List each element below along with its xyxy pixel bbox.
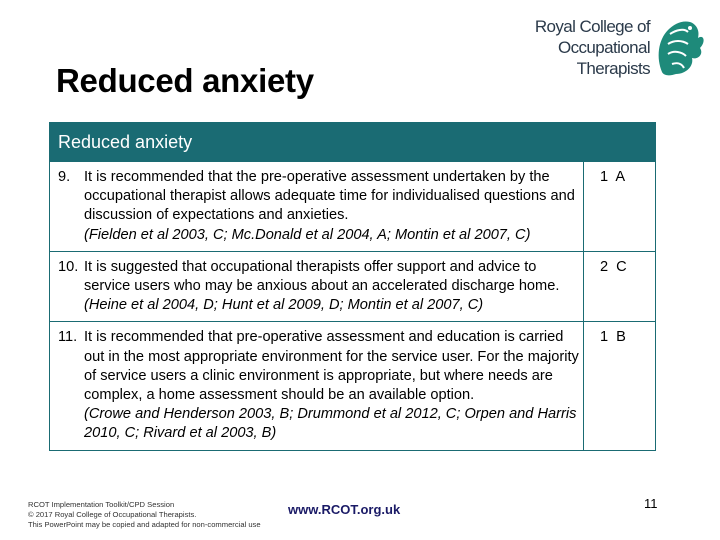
recommendation-number: 11. [58, 329, 78, 346]
table-row [50, 251, 656, 322]
recommendation-reference: (Heine et al 2004, D; Hunt et al 2009, D; Montin et al 2007, C) [84, 297, 484, 314]
recommendation-grade: 1 A [584, 162, 656, 252]
recommendation-text: It is suggested that occupational therapists offer support and advice to service users who may be anxious about an accelerated discharge home. [84, 258, 560, 295]
recommendation-reference: (Fielden et al 2003, C; Mc.Donald et al 2004, A; Montin et al 2007, C) [84, 226, 531, 243]
recommendation-grade: 2 C [584, 251, 656, 322]
rcot-logo [534, 12, 710, 82]
recommendation-text: It is recommended that pre-operative assessment and education is carried out in the most appropriate environment for the service user. For the majority of service users a clinic environment is appropriate, but where needs are complex, a home assessment should be an available option. [84, 329, 579, 404]
recommendation-number: 10. [58, 258, 79, 275]
recommendations-table [49, 122, 656, 451]
footer-copyright: RCOT Implementation Toolkit/CPD Session © 2017 Royal College of Occupational Therapists. This PowerPoint may be copied and adapted for non-commercial use [28, 500, 261, 529]
recommendation-grade: 1 B [584, 322, 656, 450]
page-number: 11 [644, 496, 658, 511]
recommendation-text: It is recommended that the pre-operative assessment undertaken by the occupational therapist allows adequate time for individualised questions and discussion of expectations and anxieties. [84, 169, 575, 224]
logo-text: Royal College of Occupational Therapists [534, 17, 650, 78]
table-row [50, 162, 656, 252]
griffin-emblem-icon [652, 14, 706, 80]
recommendation-reference: (Crowe and Henderson 2003, B; Drummond et al 2012, C; Orpen and Harris 2010, C; Rivard et al 2003, B) [84, 406, 577, 442]
recommendation-number: 9. [58, 169, 71, 185]
page-title: Reduced anxiety [56, 62, 314, 99]
table-row [50, 322, 656, 450]
table-header: Reduced anxiety [50, 123, 656, 162]
website-link[interactable]: www.RCOT.org.uk [288, 502, 401, 517]
